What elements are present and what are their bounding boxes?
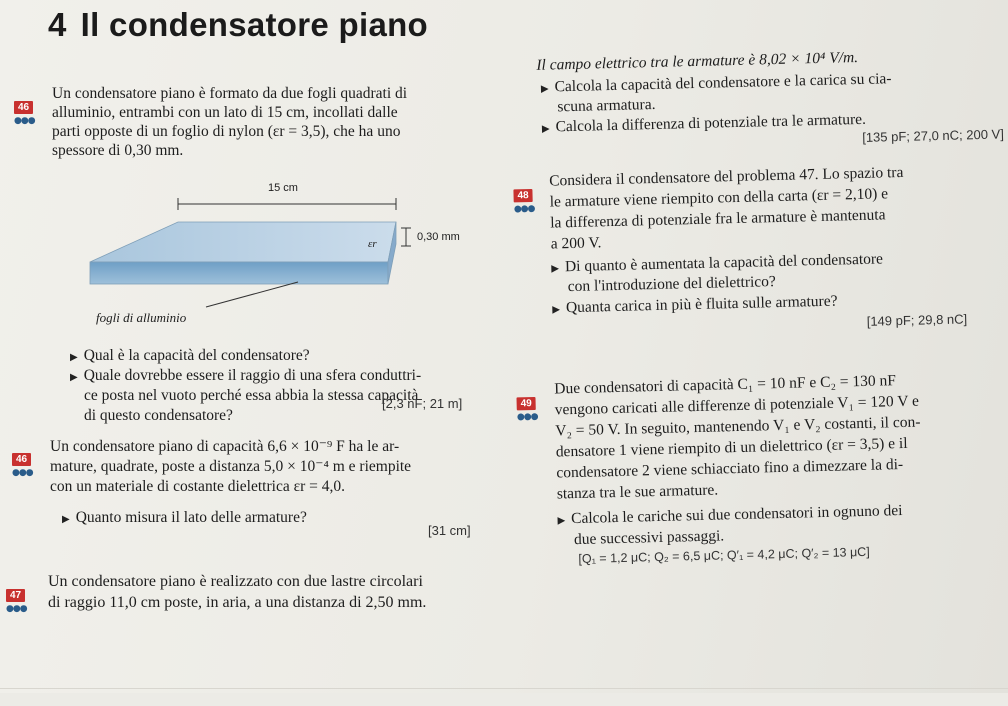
problem-48-line-4: a 200 V. — [550, 234, 602, 253]
problem-number-badge: 46 — [12, 453, 31, 466]
problem-46-question-2-end: di questo condensatore? — [84, 407, 233, 424]
problem-48-question-1: ▶ Di quanto è aumentata la capacità del condensatore — [551, 250, 884, 276]
problem-48-line-1: Considera il condensatore del problema 47. Lo spazio tra — [549, 163, 904, 190]
difficulty-dots: ●●● — [12, 468, 33, 478]
problem-46-answer: [2,3 nF; 21 m] — [382, 396, 463, 411]
problem-48-line-2: le armature viene riempito con della carta (εr = 2,10) e — [549, 185, 889, 211]
problem-48-marker — [513, 186, 534, 214]
bullet-arrow-icon: ▶ — [540, 83, 549, 95]
problem-46b-line-3: con un materiale di costante dielettrica εr = 4,0. — [50, 478, 345, 495]
problem-49-line-1: Due condensatori di capacità C₁ = 10 nF e C₂ = 130 nF — [554, 372, 897, 398]
problem-46-line-3: parti opposte di un foglio di nylon (εr = 3,5), che ha uno — [52, 123, 401, 140]
problem-47-question-2: ▶ Calcola la differenza di potenziale tra le armature. — [541, 110, 867, 136]
problem-46-question-2-cont: ce posta nel vuoto perché essa abbia la stessa capacità — [84, 387, 419, 404]
problem-46-line-1: Un condensatore piano è formato da due fogli quadrati di — [52, 85, 408, 102]
problem-49-line-4: densatore 1 viene riempito di un dielettrico (εr = 3,5) e il — [555, 434, 908, 461]
problem-46b-answer: [31 cm] — [428, 523, 471, 538]
problem-48-question-1-cont: con l'introduzione del dielettrico? — [567, 273, 777, 296]
bullet-arrow-icon: ▶ — [552, 304, 561, 316]
problem-number-badge: 47 — [6, 589, 25, 602]
problem-49-question-1: ▶ Calcola le cariche sui due condensatori in ognuno dei — [557, 502, 903, 528]
section-number: 4 — [48, 6, 67, 43]
problem-47-line-1: Un condensatore piano è realizzato con due lastre circolari — [48, 573, 423, 590]
problem-47-question-1: ▶ Calcola la capacità del condensatore e la carica su cia- — [540, 70, 892, 96]
problem-46-line-2: alluminio, entrambi con un lato di 15 cm, incollati dalle — [52, 104, 398, 121]
bullet-arrow-icon: ▶ — [70, 372, 78, 383]
problem-46b-line-2: mature, quadrate, poste a distanza 5,0 × 10⁻⁴ m e riempite — [50, 458, 412, 475]
figure-width-label: 15 cm — [268, 182, 298, 194]
bullet-arrow-icon: ▶ — [541, 123, 550, 135]
problem-49-line-2: vengono caricati alle differenze di potenziale V₁ = 120 V e — [554, 392, 920, 419]
bullet-arrow-icon: ▶ — [70, 352, 78, 363]
problem-47-line-2: di raggio 11,0 cm poste, in aria, a una distanza di 2,50 mm. — [48, 594, 427, 611]
difficulty-dots: ●●● — [14, 116, 35, 126]
problem-46b-line-1: Un condensatore piano di capacità 6,6 × 10⁻⁹ F ha le ar- — [50, 438, 400, 455]
figure-foil-label: fogli di alluminio — [96, 310, 187, 325]
bullet-arrow-icon: ▶ — [551, 263, 560, 275]
problem-46b-question-1: ▶ Quanto misura il lato delle armature? — [62, 509, 307, 526]
problem-number-badge: 46 — [14, 101, 33, 114]
problem-46-question-2: ▶ Quale dovrebbe essere il raggio di una sfera conduttri- — [70, 367, 422, 384]
problem-48-line-3: la differenza di potenziale fra le armature è mantenuta — [550, 206, 886, 232]
difficulty-dots: ●●● — [513, 203, 535, 215]
problem-49-marker — [516, 394, 537, 422]
bullet-arrow-icon: ▶ — [557, 515, 566, 527]
figure-thickness-label: 0,30 mm — [417, 231, 460, 243]
problem-46-line-4: spessore di 0,30 mm. — [52, 142, 184, 159]
problem-49-line-6: stanza tra le sue armature. — [556, 481, 719, 503]
difficulty-dots: ●●● — [6, 604, 27, 614]
bullet-arrow-icon: ▶ — [62, 514, 70, 525]
problem-number-badge: 49 — [516, 397, 535, 410]
problem-49-answer: [Q₁ = 1,2 μC; Q₂ = 6,5 μC; Q′₁ = 4,2 μC; Q′₂ = 13 μC] — [578, 544, 870, 566]
problem-47-cont-line-1: Il campo elettrico tra le armature è 8,02 × 10⁴ V/m. — [536, 48, 859, 74]
problem-47-question-1-cont: scuna armatura. — [557, 95, 656, 116]
problem-48-answer: [149 pF; 29,8 nC] — [866, 311, 968, 329]
section-title: Il condensatore piano — [80, 6, 429, 43]
problem-49-question-1-cont: due successivi passaggi. — [573, 527, 725, 549]
page-edge-shadow — [0, 688, 1008, 689]
problem-48-question-2: ▶ Quanta carica in più è fluita sulle armature? — [552, 292, 838, 317]
problem-49-line-5: condensatore 2 viene schiacciato fino a dimezzare la di- — [556, 456, 904, 482]
problem-46-question-1: ▶ Qual è la capacità del condensatore? — [70, 347, 310, 364]
problem-49-line-3: V₂ = 50 V. In seguito, mantenendo V₁ e V₂ costanti, il con- — [555, 413, 921, 440]
difficulty-dots: ●●● — [516, 411, 538, 423]
figure-dielectric-label: εr — [368, 238, 377, 250]
problem-47-answer: [135 pF; 27,0 nC; 200 V] — [862, 126, 1005, 145]
problem-number-badge: 48 — [513, 189, 532, 202]
